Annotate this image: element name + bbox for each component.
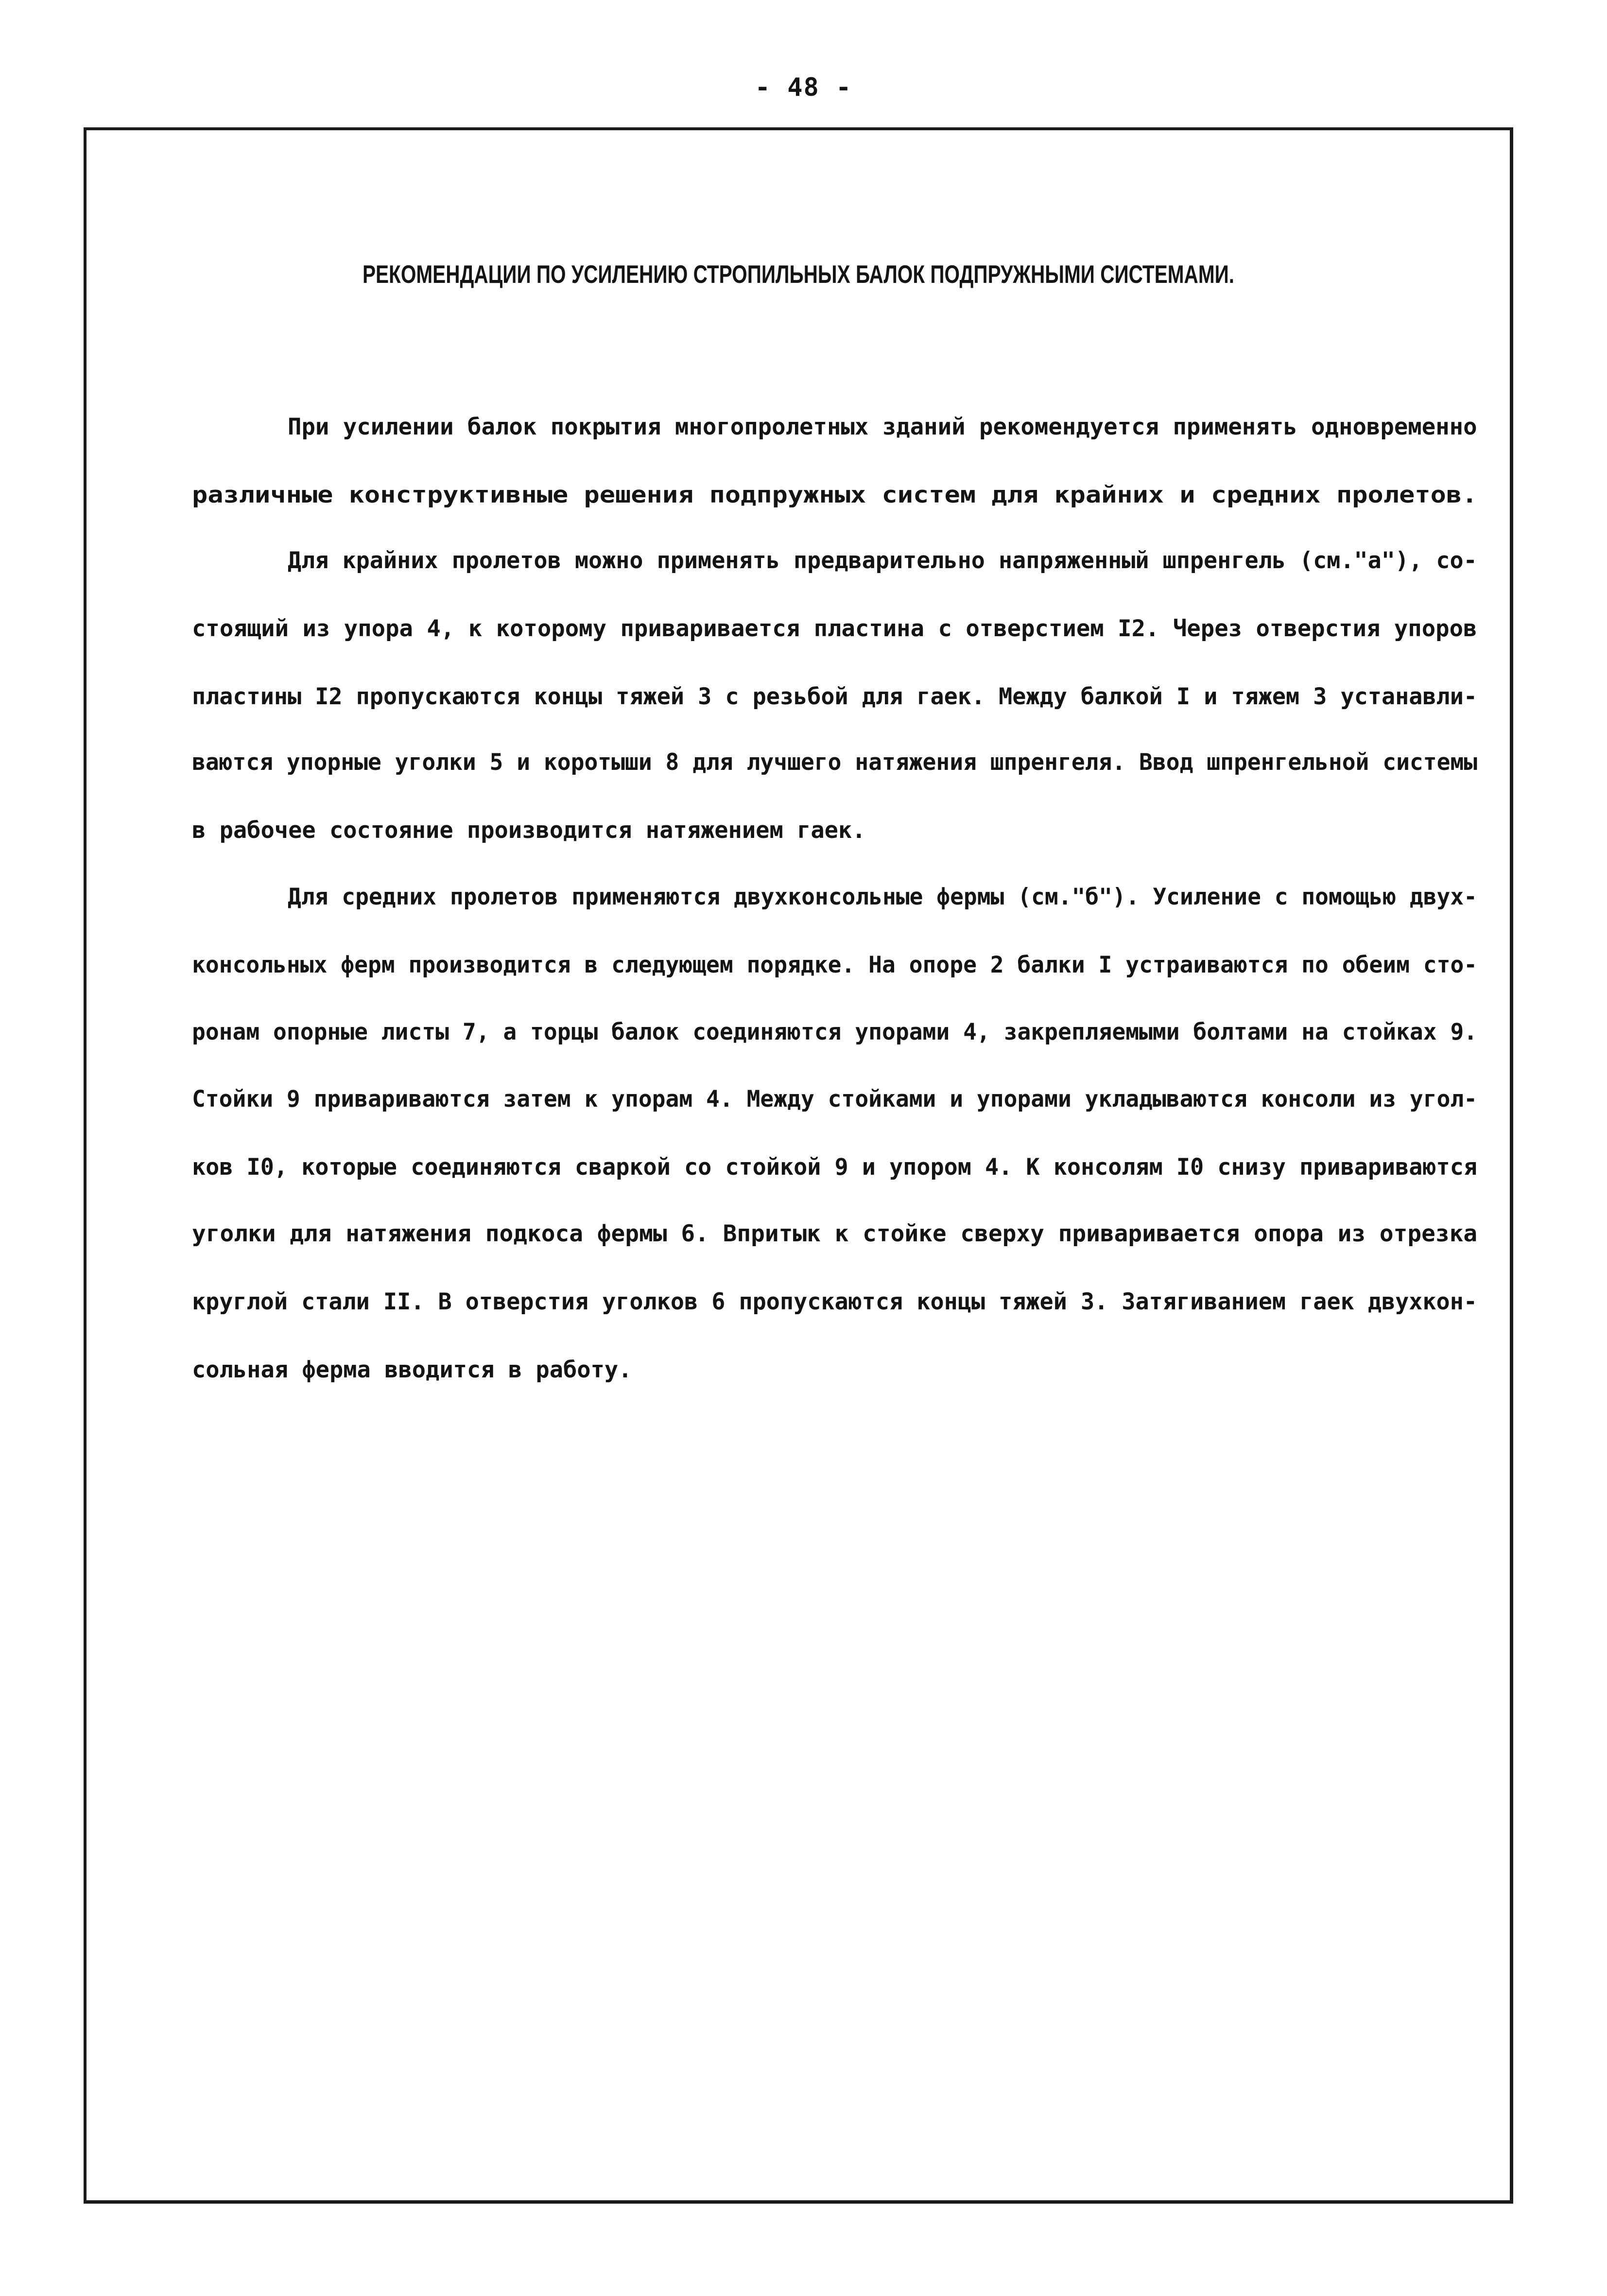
text-line: Стойки 9 привариваются затем к упорам 4. Между стойками и упорами укладываются консоли из угол- <box>192 1086 1478 1113</box>
text-line: ков I0, которые соединяются сваркой со стойкой 9 и упором 4. К консолям I0 снизу привариваются <box>192 1154 1477 1181</box>
text-line: ронам опорные листы 7, а торцы балок соединяются упорами 4, закрепляемыми болтами на стойках 9. <box>192 1019 1478 1045</box>
text-line: Для крайних пролетов можно применять предварительно напряженный шпренгель (см."а"), со- <box>288 547 1477 574</box>
text-line: уголки для натяжения подкоса фермы 6. Впритык к стойке сверху приваривается опора из отрезка <box>192 1220 1478 1247</box>
text-line: в рабочее состояние производится натяжением гаек. <box>192 817 866 844</box>
text-line: круглой стали II. В отверстия уголков 6 пропускаются концы тяжей 3. Затягиванием гаек двухкон- <box>192 1288 1477 1315</box>
text-line: ваются упорные уголки 5 и коротыши 8 для лучшего натяжения шпренгеля. Ввод шпренгельной системы <box>192 749 1478 776</box>
page-number: - 48 - <box>755 73 852 102</box>
text-line: Для средних пролетов применяются двухконсольные фермы (см."б"). Усиление с помощью двух- <box>288 884 1478 910</box>
text-line: консольных ферм производится в следующем порядке. На опоре 2 балки I устраиваются по обеим сто- <box>192 952 1478 978</box>
document-title: РЕКОМЕНДАЦИИ ПО УСИЛЕНИЮ СТРОПИЛЬНЫХ БАЛОК ПОДПРУЖНЫМИ СИСТЕМАМИ. <box>362 261 1235 289</box>
text-line: различные конструктивные решения подпружных систем для крайних и средних пролетов. <box>192 482 1478 508</box>
text-line: стоящий из упора 4, к которому приваривается пластина с отверстием I2. Через отверстия упоров <box>192 615 1477 642</box>
text-line: сольная ферма вводится в работу. <box>192 1357 632 1383</box>
text-line: пластины I2 пропускаются концы тяжей 3 с резьбой для гаек. Между балкой I и тяжем 3 устанавли- <box>192 683 1477 710</box>
text-line: При усилении балок покрытия многопролетных зданий рекомендуется применять одновременно <box>288 414 1477 440</box>
